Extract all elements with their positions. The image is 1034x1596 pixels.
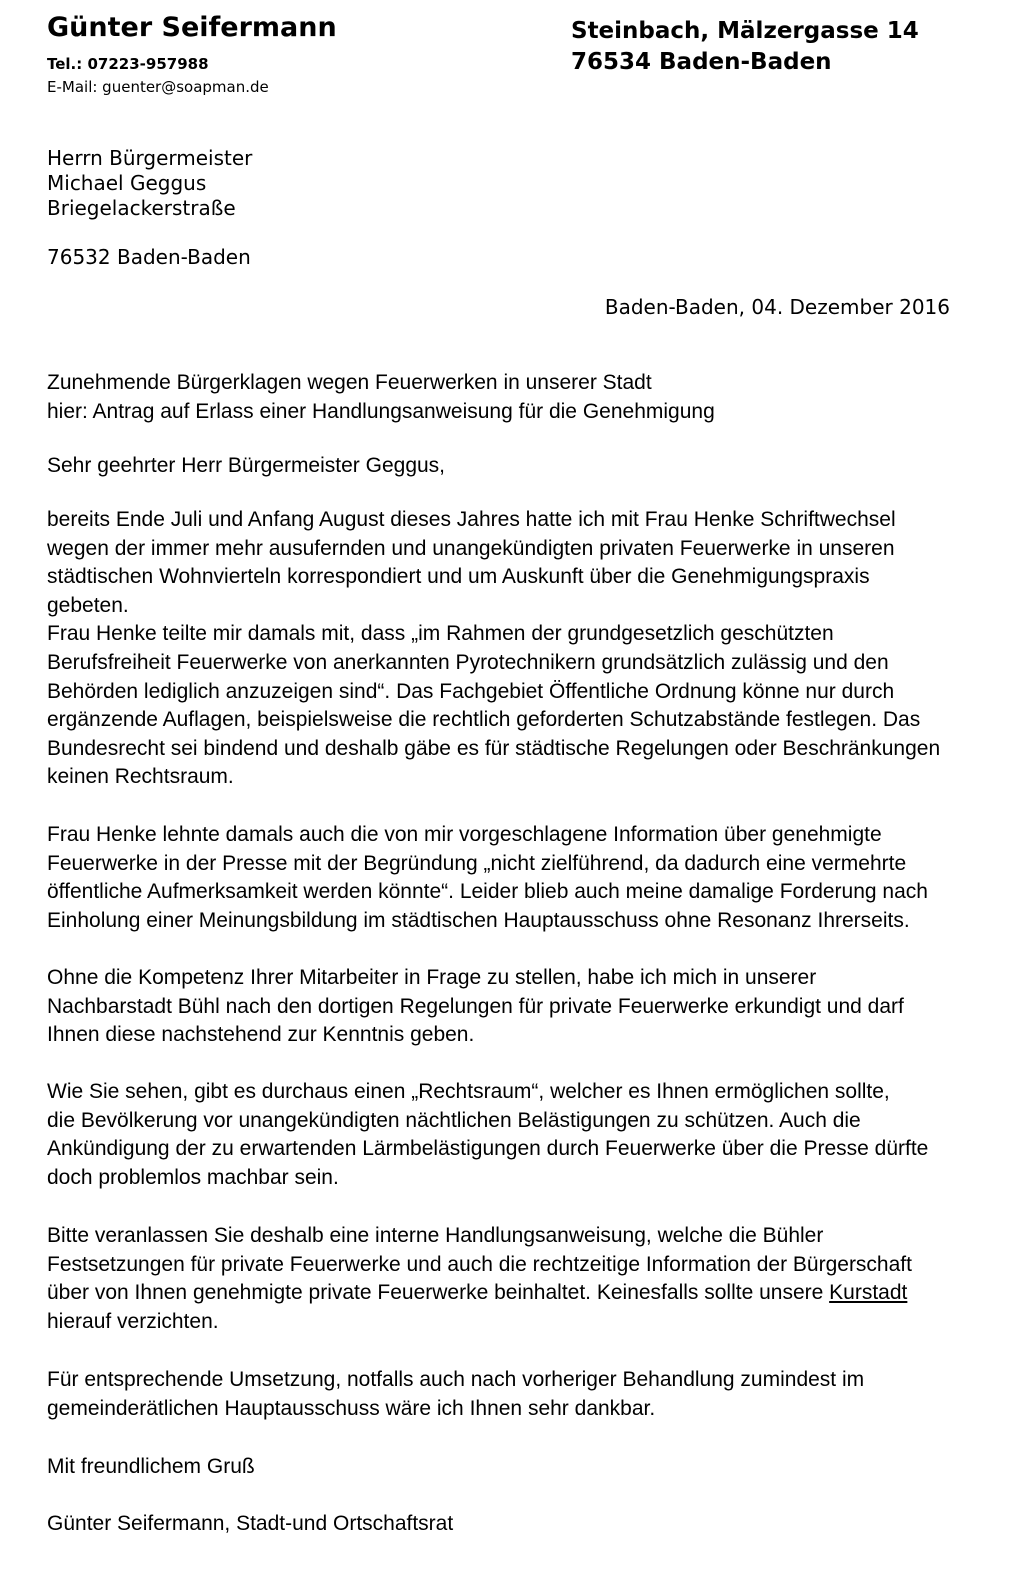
paragraph-line: Ihnen diese nachstehend zur Kenntnis geben.	[47, 1023, 475, 1047]
subject-line: Zunehmende Bürgerklagen wegen Feuerwerken in unserer Stadt	[47, 371, 652, 394]
paragraph-line: Feuerwerke in der Presse mit der Begründung „nicht zielführend, da dadurch eine vermehrte	[47, 851, 907, 875]
paragraph-line: Frau Henke lehnte damals auch die von mir vorgeschlagene Information über genehmigte	[47, 823, 882, 846]
paragraph-line: Berufsfreiheit Feuerwerke von anerkannten Pyrotechnikern grundsätzlich zulässig und den	[47, 650, 889, 674]
sender-name: Günter Seifermann	[47, 12, 337, 43]
recipient-line-name: Michael Geggus	[47, 171, 207, 195]
paragraph-1	[47, 506, 987, 792]
sender-address-street: Steinbach, Mälzergasse 14	[571, 18, 919, 44]
paragraph-line: wegen der immer mehr ausufernden und unangekündigten privaten Feuerwerke in unseren	[47, 536, 895, 560]
paragraph-line: keinen Rechtsraum.	[47, 765, 234, 789]
paragraph-line: bereits Ende Juli und Anfang August dieses Jahres hatte ich mit Frau Henke Schriftwechsel	[47, 508, 896, 531]
letter-date: Baden-Baden, 04. Dezember 2016	[604, 295, 950, 319]
paragraph-3	[47, 964, 987, 1050]
underlined-word: Kurstadt	[829, 1281, 908, 1305]
subject	[47, 369, 987, 426]
paragraph-line: doch problemlos machbar sein.	[47, 1165, 339, 1189]
signature: Günter Seifermann, Stadt-und Ortschaftsrat	[47, 1512, 454, 1535]
paragraph-line: hierauf verzichten.	[47, 1309, 219, 1333]
paragraph-line: Wie Sie sehen, gibt es durchaus einen „Rechtsraum“, welcher es Ihnen ermöglichen sollte,	[47, 1080, 890, 1103]
paragraph-line: die Bevölkerung vor unangekündigten nächtlichen Belästigungen zu schützen. Auch die	[47, 1108, 861, 1132]
paragraph-line: Frau Henke teilte mir damals mit, dass „im Rahmen der grundgesetzlich geschützten	[47, 622, 834, 646]
recipient-address	[47, 146, 252, 221]
sender-email: E-Mail: guenter@soapman.de	[47, 78, 269, 96]
sender-address-city: 76534 Baden-Baden	[571, 49, 832, 75]
paragraph-text: über von Ihnen genehmigte private Feuerwerke beinhaltet. Keinesfalls sollte unsere	[47, 1281, 830, 1305]
paragraph-line: öffentliche Aufmerksamkeit werden könnte“. Leider blieb auch meine damalige Forderung nach	[47, 880, 928, 904]
paragraph-line: städtischen Wohnvierteln korrespondiert und um Auskunft über die Genehmigungspraxis	[47, 565, 870, 589]
paragraph-4	[47, 1078, 987, 1192]
paragraph-line: gemeinderätlichen Hauptausschuss wäre ich Ihnen sehr dankbar.	[47, 1396, 656, 1420]
paragraph-line: Nachbarstadt Bühl nach den dortigen Regelungen für private Feuerwerke erkundigt und darf	[47, 994, 904, 1018]
salutation: Sehr geehrter Herr Bürgermeister Geggus,	[47, 454, 446, 477]
recipient-line-street: Briegelackerstraße	[47, 196, 236, 220]
closing: Mit freundlichem Gruß	[47, 1455, 255, 1478]
paragraph-2	[47, 821, 987, 935]
paragraph-5	[47, 1222, 987, 1336]
subject-detail-line: hier: Antrag auf Erlass einer Handlungsanweisung für die Genehmigung	[47, 399, 715, 423]
paragraph-line: Bitte veranlassen Sie deshalb eine interne Handlungsanweisung, welche die Bühler	[47, 1224, 824, 1247]
sender-phone: Tel.: 07223-957988	[47, 55, 209, 73]
paragraph-line: ergänzende Auflagen, beispielsweise die rechtlich geforderten Schutzabstände festlegen. Das	[47, 708, 921, 732]
paragraph-line: Einholung einer Meinungsbildung im städtischen Hauptausschuss ohne Resonanz Ihrerseits.	[47, 908, 910, 932]
paragraph-line: Behörden lediglich anzuzeigen sind“. Das Fachgebiet Öffentliche Ordnung könne nur durch	[47, 679, 895, 703]
paragraph-line: Ohne die Kompetenz Ihrer Mitarbeiter in Frage zu stellen, habe ich mich in unserer	[47, 966, 817, 989]
recipient-city: 76532 Baden-Baden	[47, 245, 251, 269]
paragraph-line: Ankündigung der zu erwartenden Lärmbelästigungen durch Feuerwerke über die Presse dürfte	[47, 1137, 929, 1161]
paragraph-line: Bundesrecht sei bindend und deshalb gäbe es für städtische Regelungen oder Beschränkungen	[47, 736, 941, 760]
recipient-line-title: Herrn Bürgermeister	[47, 146, 253, 170]
paragraph-6	[47, 1366, 987, 1423]
paragraph-line: Für entsprechende Umsetzung, notfalls auch nach vorheriger Behandlung zumindest im	[47, 1368, 865, 1391]
sender-address	[571, 16, 919, 78]
paragraph-line: Festsetzungen für private Feuerwerke und auch die rechtzeitige Information der Bürgerschaft	[47, 1252, 912, 1276]
paragraph-line: gebeten.	[47, 593, 129, 617]
paragraph-line	[47, 1279, 987, 1308]
